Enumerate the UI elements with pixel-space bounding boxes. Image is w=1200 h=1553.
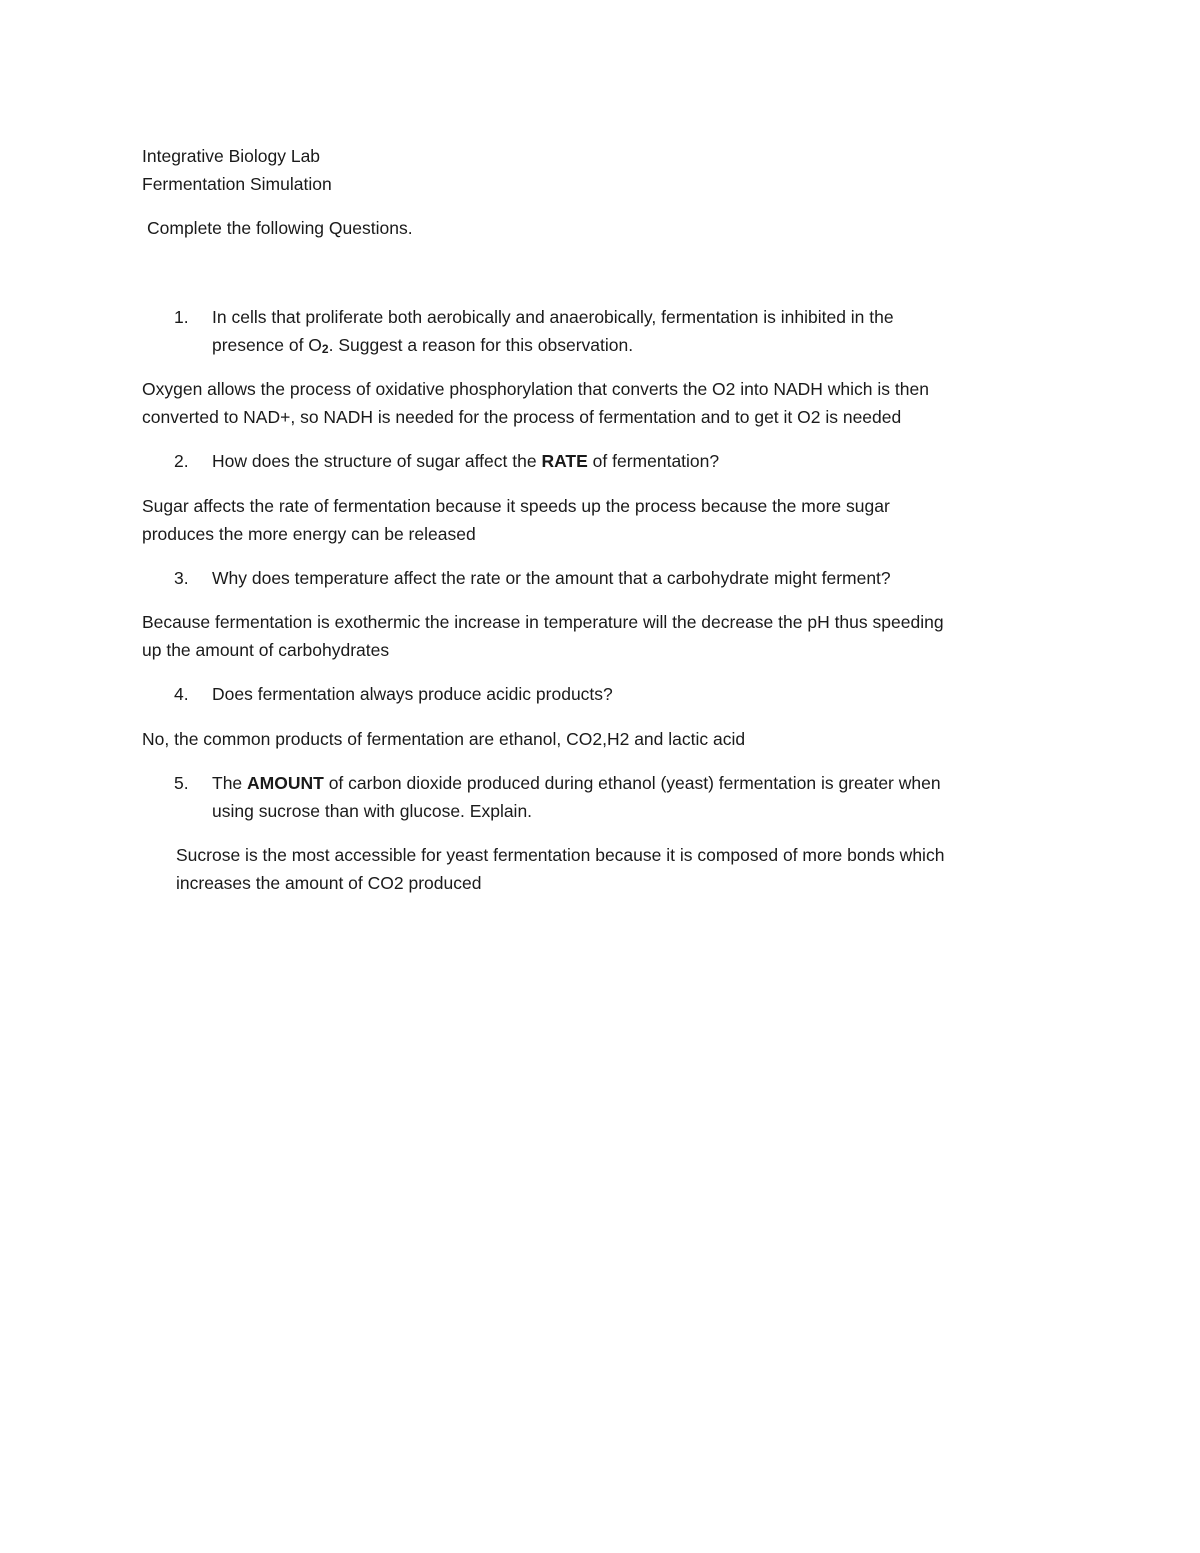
- question-5-bold: AMOUNT: [247, 773, 324, 793]
- question-2-text: [212, 447, 719, 475]
- question-5-pre: The: [212, 773, 248, 793]
- question-2-bold: RATE: [541, 451, 588, 471]
- question-5-line-2: using sucrose than with glucose. Explain.: [212, 801, 533, 821]
- question-3-text: Why does temperature affect the rate or the amount that a carbohydrate might ferment?: [212, 568, 891, 588]
- question-1-line-2-text: presence of O: [212, 335, 322, 355]
- question-2-pre: How does the structure of sugar affect the: [212, 451, 542, 471]
- instruction-text: Complete the following Questions.: [147, 218, 413, 238]
- answer-5-line-1: Sucrose is the most accessible for yeast fermentation because it is composed of more bonds which: [176, 845, 945, 865]
- course-name: Integrative Biology Lab: [142, 146, 321, 166]
- question-1-line-2: [212, 331, 633, 363]
- oxygen-subscript: 2: [321, 342, 329, 356]
- question-5-post: of carbon dioxide produced during ethanol (yeast) fermentation is greater when: [323, 773, 941, 793]
- question-3-number: 3.: [174, 568, 189, 588]
- question-2-number: 2.: [174, 451, 189, 471]
- question-5-line-1: [212, 769, 941, 797]
- question-2-post: of fermentation?: [587, 451, 720, 471]
- question-4-number: 4.: [174, 684, 189, 704]
- question-1-line-1: In cells that proliferate both aerobically and anaerobically, fermentation is inhibited in the: [212, 307, 894, 327]
- question-5-number: 5.: [174, 773, 189, 793]
- answer-5-line-2: increases the amount of CO2 produced: [176, 873, 482, 893]
- document-title: Fermentation Simulation: [142, 174, 332, 194]
- answer-1-line-2: converted to NAD+, so NADH is needed for the process of fermentation and to get it O2 is needed: [142, 407, 902, 427]
- answer-4-line-1: No, the common products of fermentation are ethanol, CO2,H2 and lactic acid: [142, 729, 746, 749]
- answer-2-line-2: produces the more energy can be released: [142, 524, 476, 544]
- question-1-number: 1.: [174, 307, 189, 327]
- answer-3-line-2: up the amount of carbohydrates: [142, 640, 390, 660]
- question-4-text: Does fermentation always produce acidic products?: [212, 684, 613, 704]
- answer-1-line-1: Oxygen allows the process of oxidative phosphorylation that converts the O2 into NADH which is then: [142, 379, 929, 399]
- answer-3-line-1: Because fermentation is exothermic the increase in temperature will the decrease the pH thus speeding: [142, 612, 944, 632]
- question-1-line-2-tail: . Suggest a reason for this observation.: [328, 335, 634, 355]
- answer-2-line-1: Sugar affects the rate of fermentation because it speeds up the process because the more sugar: [142, 496, 890, 516]
